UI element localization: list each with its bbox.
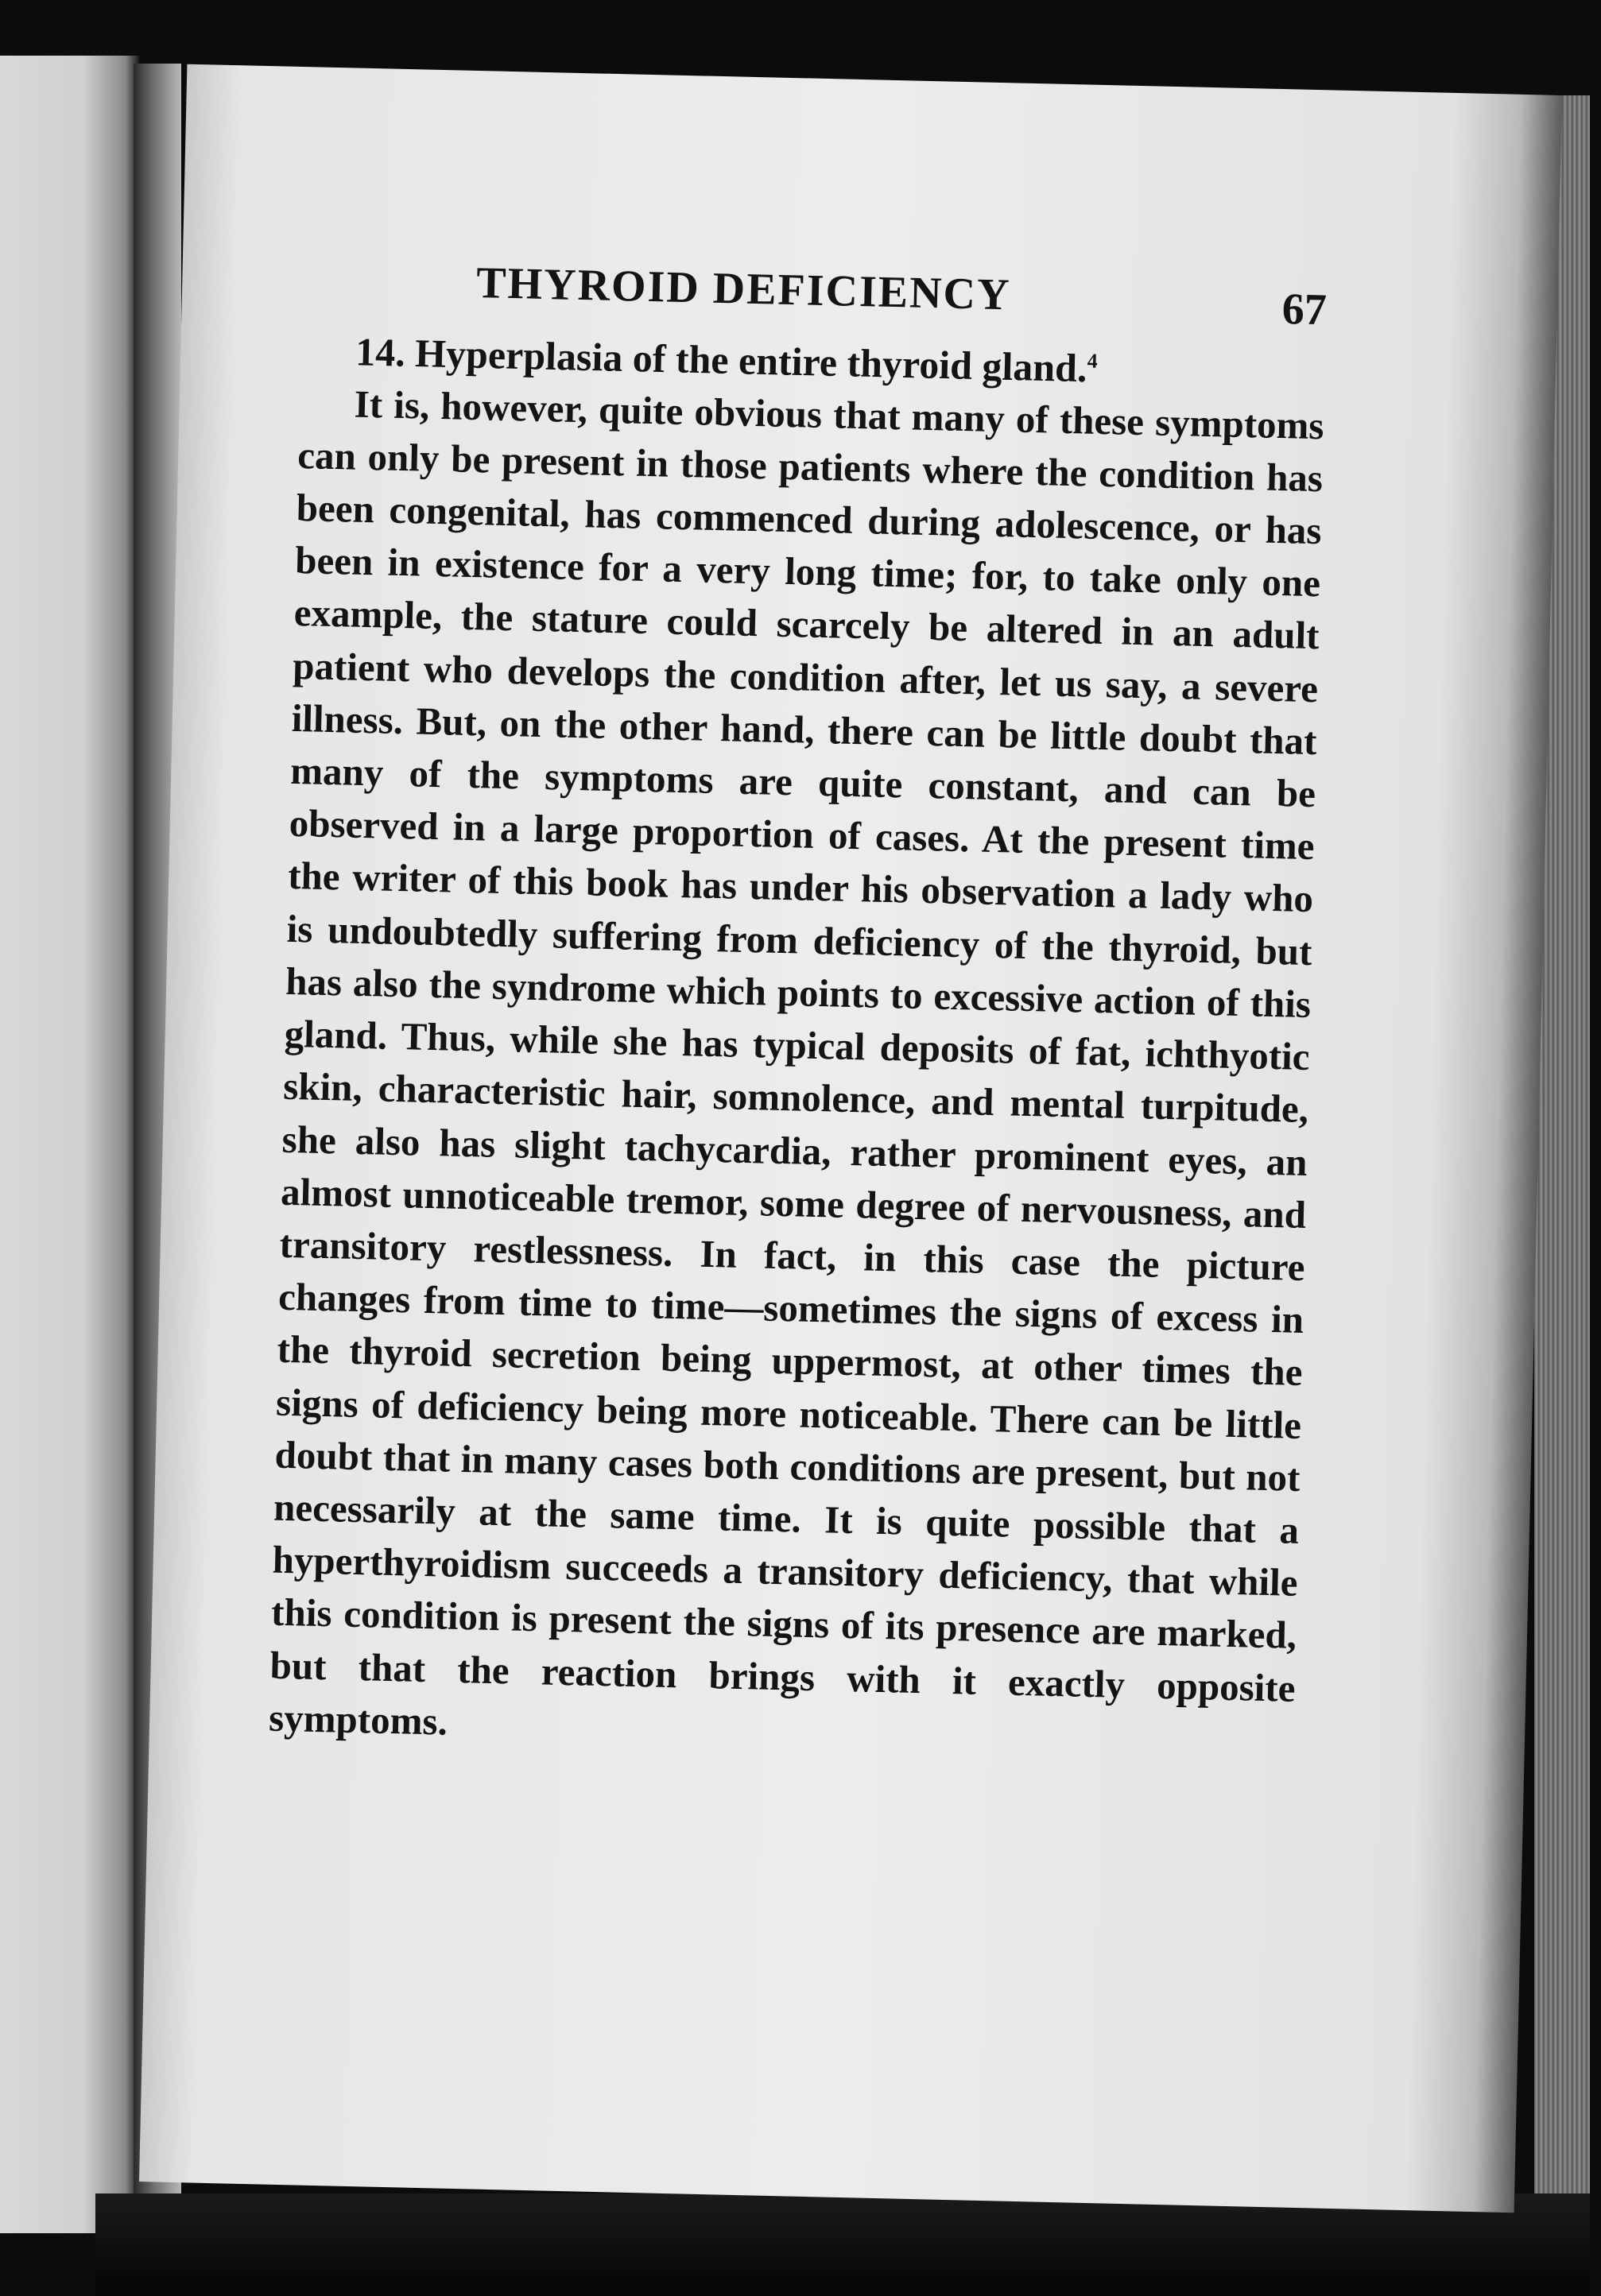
- facing-page-edge: [0, 56, 139, 2233]
- item-label: 14. Hyperplasia of the entire thyroid gland.: [355, 329, 1088, 391]
- book-page: [139, 64, 1562, 2213]
- paragraph-text: It is, however, quite obvious that many of these symptoms can only be present in those patients where the condition has been congenital, has commenced during adolescence, or has been in existence for a very long time; for, to take only one example, the stature could scarcely be altered in an adult patient who develops the condition after, let us say, a severe illness. But, on the other hand, there can be little doubt that many of the symptoms are quite constant, and can be observed in a large proportion of cases. At the present time the writer of this book has under his observation a lady who is undoubtedly suffering from deficiency of the thyroid, but has also the syndrome which points to excessive action of this gland. Thus, while she has typical deposits of fat, ichthyotic skin, characteristic hair, somnolence, and mental turpitude, she also has slight tachycardia, rather prominent eyes, an almost unnoticeable tremor, some degree of nervousness, and transitory restlessness. In fact, in this case the picture changes from time to time—sometimes the signs of excess in the thyroid secretion being uppermost, at other times the signs of deficiency being more noticeable. There can be little doubt that in many cases both conditions are present, but not necessarily at the same time. It is quite possible that a hyperthyroidism succeeds a transitory deficiency, that while this condition is present the signs of its presence are marked, but that the reaction brings with it exactly opposite symptoms.: [268, 381, 1325, 1744]
- page-content: [269, 254, 1328, 1767]
- running-title: THYROID DEFICIENCY: [475, 258, 1012, 320]
- page-number: 67: [1281, 285, 1328, 335]
- body-paragraph: [269, 377, 1325, 1767]
- paragraph-indent: [298, 416, 354, 417]
- footnote-marker: 4: [1087, 349, 1099, 373]
